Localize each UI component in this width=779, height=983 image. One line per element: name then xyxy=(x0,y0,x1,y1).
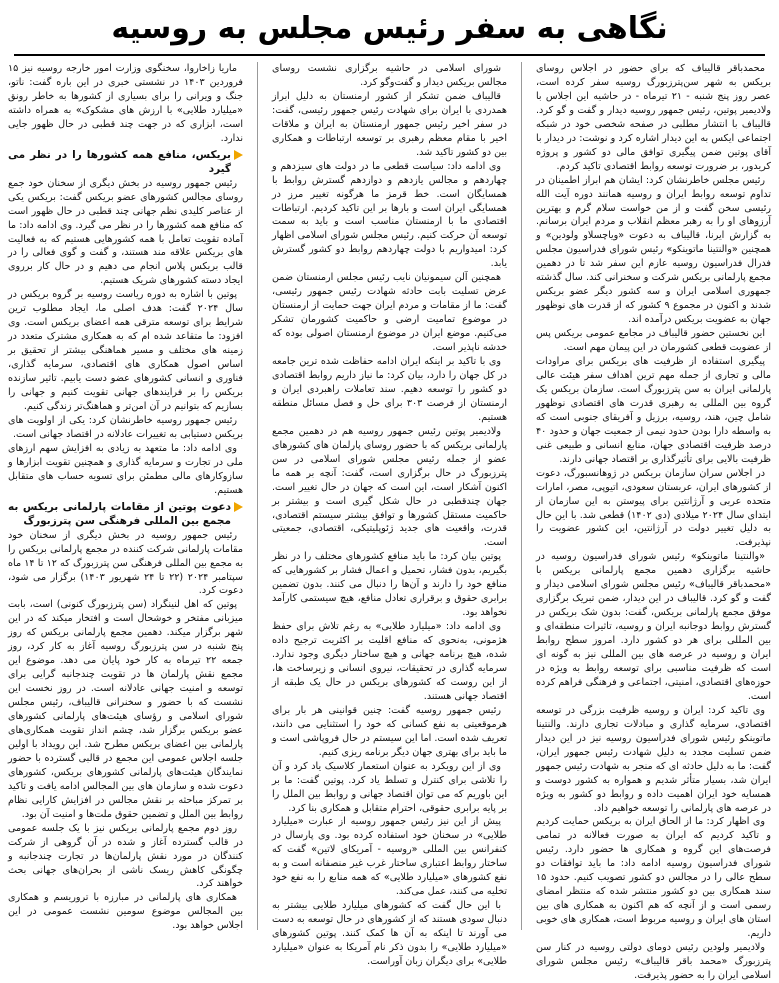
subheading-text: دعوت پوتین از مقامات پارلمانی بریکس به مجمع بین المللی فرهنگی سن پترزبورگ xyxy=(8,500,231,527)
subheading-text: بریکس، منافع همه کشورها را در نظر می گیرد xyxy=(8,148,231,175)
paragraph: وی ادامه داد: ما متعهد به زیادی به افزایش سهم ارزهای ملی در تجارت و سرمایه گذاری و همچنین تقویت ابزارها و سازوکارهای مالی مطمئن برای تسویه حساب های متقابل هستیم. xyxy=(8,442,243,496)
paragraph: وی تاکید کرد: ایران و روسیه ظرفیت بزرگی در توسعه اقتصادی، سرمایه گذاری و مبادلات تجاری دارند. والنتینا ماتوینکو رئیس شورای فدراسیون روسیه نیز در این دیدار ضمن تسلیت مجدد به دلیل شهادت رئیس جمهور ایران، گفت: ما به دلیل حادثه ای که منجر به شهادت رئیس جمهور ایران شد، بسیار متأثر شدیم و همواره به کشور دوست و همسایه خود ایران اهمیت داده و روابط دو کشور به ویژه در عرصه های پارلمانی را توسعه خواهیم داد. xyxy=(536,704,771,814)
headline-rule xyxy=(14,54,765,56)
page-title: نگاهی به سفر رئیس مجلس به روسیه xyxy=(111,10,668,46)
paragraph: وی ادامه داد: «میلیارد طلایی» به رغم تلاش برای حفظ هژمونی، به‌نحوی که منافع اقلیت بر اکثریت ترجیح داده شده، هیچ برنامه جهانی و هیچ ساختار دیگری وجود ندارد. سرمایه گذاری در تحقیقات، نیروی انسانی و زیرساخت ها، از این روست که کشورهای بریکس در حال یک طبقه از اقتصاد جهانی هستند. xyxy=(272,621,507,702)
column-divider xyxy=(257,62,258,930)
article-columns xyxy=(8,62,771,981)
paragraph: رئیس جمهور روسیه در بخش دیگری از سخنان خود جمع روسای مجالس کشورهای عضو بریکس گفت: بریکس یکی از عناصر کلیدی نظم جهانی چند قطبی در حال ظهور است که منافع همه کشورها را در نظر می گیرد. وی ادامه داد: ما آماده تقویت تعامل با همه کشورهایی هستیم که به فعالیت های بریکس علاقه مند هستند، و گفت و گوی فعالی را در قالب بریکس پلاس انجام می دهیم و در حال کار برروی ایجاد دسته کشورهای شریک هستیم. xyxy=(8,177,243,287)
paragraph: «والنتینا ماتوینکو» رئیس شورای فدراسیون روسیه در حاشیه برگزاری دهمین مجمع پارلمانی بریکس با «محمدباقر قالیباف» رئیس مجلس شورای اسلامی دیدار و گفت و گو کرد. قالیباف در این دیدار، ضمن تبریک برگزاری موفق مجمع پارلمانی بریکس، گفت: بدون شک بریکس در گسترش روابط دوجانبه ایران و روسیه، تاثیرات منطقه‌ای و بین المللی برای هر دو کشور دارد. امروز سطح روابط ایران و روسیه در عرصه های بین المللی نیز به گونه ای است که ظرفیت مناسبی برای توسعه روابط به ویژه در حوزه‌های اقتصادی، امنیتی، اجتماعی و فرهنگی فراهم کرده است. xyxy=(536,551,771,702)
column-middle xyxy=(272,62,507,967)
subheading xyxy=(8,148,243,176)
paragraph: وی اظهار کرد: ما از الحاق ایران به بریکس حمایت کردیم و تاکید کردیم که ایران به صورت فعالانه در تمامی فرصت‌های این گروه و همکاری ها حضور دارد. رئیس شورای فدراسیون روسیه ادامه داد: ما باید توافقات دو سطح عالی را در مجالس دو کشور تصویب کنیم. حدود ۱۵ سند همکاری بین دو کشور منتشر شده که منتظر امضای رسمی است و از آنچه که هم اکنون به همکاری های بین استان های ایران و روسیه مربوط است، همکاری های خوبی داریم. xyxy=(536,816,771,940)
paragraph: ماریا زاخاروا، سخنگوی وزارت امور خارجه روسیه نیز ۱۵ فروردین ۱۴۰۳ در نشستی خبری در این باره گفت: ناتو، جنگ و ویرانی را برای بسیاری از کشورها به خاطر رونق «میلیارد طلایی» با ارزش های مشکوک» به همراه داشته است، ابزاری که در جهت چند قطبی در حال ظهور جایی ندارد. xyxy=(8,63,243,144)
paragraph: محمدباقر قالیباف که برای حضور در اجلاس روسای بریکس به شهر سن‌پترزبورگ روسیه سفر کرده است، عصر روز پنج شنبه - ۲۱ تیرماه - در حاشیه این اجلاس با ولادیمیر پوتین، رئیس جمهور روسیه دیدار و گفت و گو کرد. قالیباف با انتشار مطلبی در صفحه شخصی خود در شبکه اجتماعی ایکس به این دیدار اشاره کرد و نوشت: در دیدار با آقای پوتین ضمن پیگیری توافق مالی دو کشور و پروژه کریدور، بر ضرورت توسعه روابط اقتصادی تاکید کردم. xyxy=(536,63,771,172)
paragraph: پوتین بیان کرد: ما باید منافع کشورهای مختلف را در نظر بگیریم، بدون فشار، تحمیل و اعمال فشار بر کشورهایی که منافع خود را دارند و آن‌ها را دنبال می کنند. بدون تضمین برابری حقوق و برقراری تعادل منافع، هیچ سیستمی کارآمد نخواهد بود. xyxy=(272,551,507,619)
paragraph: رئیس جمهور روسیه گفت: چنین قوانینی هر بار برای هرموقعیتی به نفع کسانی که خود را استثنایی می دانند، تعریف شده است. اما این سیستم در حال فروپاشی است و ما باید برای بهتری جهان دیگر برنامه ریزی کنیم. xyxy=(272,704,507,758)
column-divider xyxy=(521,62,522,930)
paragraph: وی ادامه داد: سیاست قطعی ما در دولت های سیزدهم و چهاردهم و مجالس یازدهم و دوازدهم گسترش روابط با همسایگان است. خط قرمز ما هرگونه تغییر مرز در همسایگی ایران است و بارها بر این تاکید کردیم. ارتباطات اقتصادی ما با ارمنستان مناسب است و باید به سمت توسعه آن حرکت کنیم. رئیس مجلس شورای اسلامی اظهار کرد: امیدواریم با دولت چهاردهم روابط دو کشور گسترش یابد. xyxy=(272,160,507,270)
paragraph: همکاری های پارلمانی در مبارزه با تروریسم و همکاری بین المجالس موضوع سومین نشست عمومی در این اجلاس خواهد بود. xyxy=(8,892,243,932)
paragraph: روز دوم مجمع پارلمانی بریکس نیز با یک جلسه عمومی در قالب گسترده آغاز و شده در آن گروهی از شرکت کنندگان در مورد نقش پارلمان‌ها در تجارت چندجانبه و چگونگی کاهش ریسک ناشی از بحران‌های جهانی بحث خواهند کرد. xyxy=(8,822,243,890)
paragraph: وی با تاکید بر اینکه ایران ادامه حفاظت شده ترین جامعه در کل جهان را دارد، بیان کرد: ما نیاز داریم روابط اقتصادی دو کشور را توسعه دهیم. سند تعاملات راهبردی ایران و ارمنستان از فرصت ۳۰۳ برای حل و فصل مسائل منطقه هستیم. xyxy=(272,356,507,423)
paragraph: پوتین با اشاره به دوره ریاست روسیه بر گروه بریکس در سال ۲۰۲۴ گفت: هدف اصلی ما، ایجاد مطلوب ترین شرایط برای توسعه مترقی همه اعضای بریکس است. وی افزود: ما متقاعد شده ام که به همکاری مشترک متعدد در زمینه های مختلف و مسیر هماهنگی بیشتر از تحقیق بر اساس اصول همکاری های اقتصادی، سرمایه گذاری، فناوری و انسانی کشورهای عضو دست یابیم. تاثیر سازنده بریکس را بر فرایندهای جهانی تقویت کنیم و جهانی را بسازیم که بتوانیم در آن امن‌تر و هماهنگ‌تر زندگی کنیم. xyxy=(8,289,244,412)
paragraph: ولادیمیر پوتین رئیس جمهور روسیه هم در دهمین مجمع پارلمانی بریکس که با حضور روسای پارلمان های کشورهای عضو از جمله رئیس مجلس شورای اسلامی در سن پترزبورگ در حال برگزاری است، گفت: آنچه بر همه ما اکنون آشکار است، این است که جهان در حال تغییر است. جهان چندقطبی در حال شکل گیری است و بیشتر بر حاکمیت مستقل کشورها و توافق بیشتر سیستم اقتصادی، قدرت، واقعیت های جدید ژئوپلیتیکی، اقتصادی، جمعیتی است. xyxy=(272,425,507,549)
triangle-marker-icon xyxy=(234,502,243,512)
paragraph: ولادیمیر ولودین رئیس دومای دولتی روسیه در کنار سن پترزبورگ «محمد باقر قالیباف» رئیس مجلس شورای اسلامی ایران را به حضور پذیرفت. xyxy=(536,942,771,981)
paragraph: در اجلاس سران سازمان بریکس در ژوهانسبورگ، دعوت از کشورهای ایران، عربستان سعودی، اتیوپی، مصر، امارات متحده عربی و آرژانتین برای پیوستن به این سازمان از ابتدای سال ۲۰۲۴ میلادی (دی ۱۴۰۲) قطعی شد. با این حال به دلیل تغییر دولت در آرژانتین، این کشور عضویت را نپذیرفت. xyxy=(536,467,771,549)
paragraph: پیش از این نیز رئیس جمهور روسیه از عبارت «میلیارد طلایی» در سخنان خود استفاده کرده بود. وی پارسال در کنفرانس بین المللی «روسیه - آمریکای لاتین» گفت که ساختار روابط اعتباری ساختار غرب غیر منصفانه است و به نفع کشورهای «میلیارد طلایی» که همه منابع را به نفع خود تخلیه می کنند، عمل می‌کند. xyxy=(272,816,507,898)
paragraph: پیگیری استفاده از ظرفیت های بریکس برای مراودات مالی و تجاری از جمله مهم ترین اهداف سفر هیئت عالی پارلمانی ایران به سن پترزبورگ است. سازمان بریکس یک گروه بین المللی به رهبری قدرت های اقتصادی نوظهور شامل چین، هند، روسیه، برزیل و آفریقای جنوبی است که به واسطه دارا بودن حدود نیمی از جمعیت جهان و حدود ۴۰ درصد ظرفیت اقتصادی جهان، منابع انسانی و طبیعی غنی ظرفیت بالایی برای تأثیرگذاری بر اقتصاد جهانی دارند. xyxy=(536,356,771,465)
paragraph: با این حال گفت که کشورهای میلیارد طلایی بیشتر به دنبال سودی هستند که از کشورهای در حال توسعه به دست می آورند تا اینکه به آن ها کمک کنند. پوتین کشورهای «میلیارد طلایی» را بدون ذکر نام آمریکا به عنوان «میلیارد طلایی» برای دیگران زبان آوراست. xyxy=(272,900,507,967)
paragraph: رئیس جمهور روسیه در بخش دیگری از سخنان خود مقامات پارلمانی شرکت کننده در مجمع پارلمانی بریکس را به مجمع بین المللی فرهنگی سن پترزبورگ که ۱۲ تا ۱۴ ماه سپتامبر ۲۰۲۴ (۲۲ تا ۲۴ شهریور ۱۴۰۳) برگزار می شود، دعوت کرد. xyxy=(8,529,244,597)
column-right xyxy=(536,62,771,981)
paragraph: شورای اسلامی در حاشیه برگزاری نشست روسای مجالس بریکس دیدار و گفت‌وگو کرد. xyxy=(272,63,507,88)
paragraph: وی از این رویکرد به عنوان استعمار کلاسیک یاد کرد و آن را تلاشی برای کنترل و تسلط یاد کرد. پوتین گفت: ما بر این باوریم که می توان اقتصاد جهانی و روابط بین الملل را بر پایه برابری حقوقی، احترام متقابل و همکاری بنا کرد. xyxy=(272,760,507,814)
paragraph: قالیباف ضمن تشکر از کشور ارمنستان به دلیل ابراز همدردی با ایران برای شهادت رئیس جمهور رئیسی، گفت: در سفر اخیر رئیس جمهور ارمنستان به ایران و ملاقات اخیر با مقام معظم رهبری بر توسعه ارتباطات و همکاری بین دو کشور تاکید شد. xyxy=(272,90,507,158)
column-left xyxy=(8,62,243,930)
paragraph: این نخستین حضور قالیباف در مجامع عمومی بریکس پس از عضویت قطعی کشورمان در این پیمان مهم است. xyxy=(536,328,771,354)
subheading xyxy=(8,500,243,528)
paragraph: پوتین که اهل لنینگراد (سن پترزبورگ کنونی) است، بابت میزبانی مفتخر و خوشحال است و افتخار میکند که در این شهر برگزار میکند. دهمین مجمع پارلمانی بریکس که روز پنج شنبه در سن پترزبورگ روسیه آغاز به کار کرد، روز جمعه ۲۲ تیرماه به کار خود پایان می دهد. موضوع این مجمع نقش پارلمان ها در تقویت چندجانبه گرایی برای توسعه و امنیت جهانی عادلانه است. در روز نخست این نشست که با حضور و سخنرانی قالیباف، رئیس مجلس شورای اسلامی و رؤسای هیئت‌های پارلمانی کشورهای عضو بریکس برگزار شد، چشم انداز تقویت همکاری‌های پارلمانی بین اعضای بریکس مطرح شد. این رویداد با اولین جلسه اجلاس عمومی این مجمع در قالبی گسترده با حضور نمایندگان هیئت‌های پارلمانی کشورهای بریکس، کشورهای دعوت شده و سازمان های بین المجالس ادامه یافت و تاکید بر تمرکز مباحثه بر نقش مجالس در افزایش کارایی نظام روابط بین الملل و تضمین حقوق ملت‌ها و امنیت آن بود. xyxy=(8,599,243,820)
paragraph: همچنین آلن سیمونیان نایب رئیس مجلس ارمنستان ضمن عرض تسلیت بابت حادثه شهادت رئیس جمهور رئیسی، گفت: ما از مقامات و مردم ایران جهت حمایت از ارمنستان در موضوع تمامیت ارضی و حاکمیت کشورمان تشکر می‌کنیم. موضع ایران در موضوع ارمنستان اصولی بوده که خدشه ناپذیر است. xyxy=(272,272,507,354)
paragraph: رئیس مجلس خاطرنشان کرد: ایشان هم ابراز اطمینان در تداوم توسعه روابط ایران و روسیه همانند دوره آیت الله رئیسی سخن گفت و از من خواست سلام گرم و بهترین آرزوهای او را به رهبر معظم انقلاب و مردم ایران برسانم. به گزارش ایرنا، قالیباف به دعوت «ویاچسلاو ولودین» و همچنین «والنتینا ماتوینکو» رئیس شورای فدراسیون مجلس فدرال فدراسیون روسیه عازم این سفر شد تا در دهمین مجمع پارلمانی بریکس شرکت و سخنرانی کند. سال گذشته جمهوری اسلامی ایران و سه کشور دیگر عضو بریکس شدند و اکنون در مجموع ۹ کشور که از قدرت های نوظهور جهان به عضویت بریکس درآمده اند. xyxy=(536,174,771,326)
triangle-marker-icon xyxy=(234,150,243,160)
paragraph: رئیس جمهور روسیه خاطرنشان کرد: یکی از اولویت های بریکس دستیابی به تغییرات عادلانه در اقتصاد جهانی است. xyxy=(8,414,243,440)
